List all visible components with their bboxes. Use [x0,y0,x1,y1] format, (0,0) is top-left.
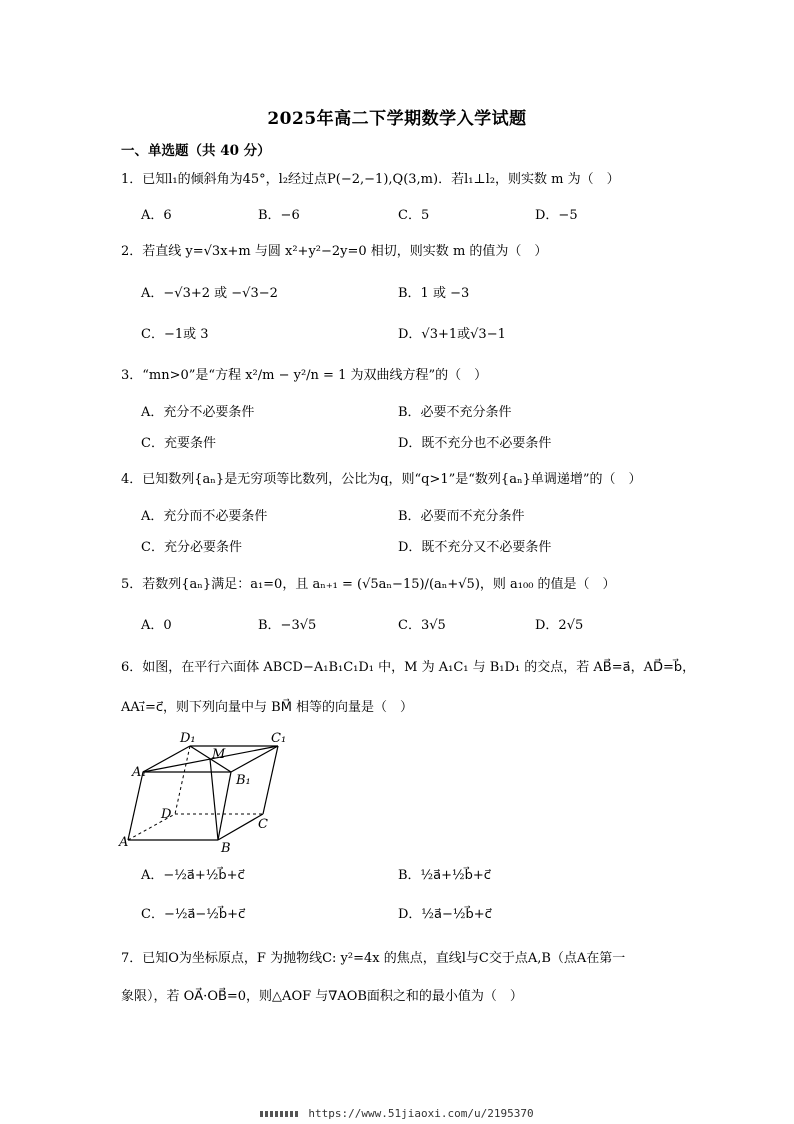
page-title: 2025年高二下学期数学入学试题 [267,109,527,129]
label-a1: A₁ [132,765,147,780]
question-2-stem: 2．若直线 y=√3x+m 与圆 x²+y²−2y=0 相切，则实数 m 的值为（ ） [121,244,548,259]
q5-option-b: B．−3√5 [258,618,317,633]
question-1-stem: 1．已知l₁的倾斜角为45°，l₂经过点P(−2,−1),Q(3,m)．若l₁⊥l₂，则实数 m 为（ ） [121,172,620,187]
label-c1: C₁ [271,731,287,746]
question-7-stem-cont: 象限），若 OA⃗·OB⃗=0，则△AOF 与∇AOB面积之和的最小值为（ ） [121,989,523,1004]
q3-option-b: B．必要不充分条件 [398,405,512,420]
q5-option-c: C．3√5 [398,618,446,633]
question-7-stem: 7．已知O为坐标原点，F 为抛物线C: y²=4x 的焦点，直线l与C交于点A,B（点A在第一 [121,951,626,966]
q4-option-c: C．充分必要条件 [141,540,242,555]
q4-option-a: A．充分而不必要条件 [141,509,268,524]
q6-option-d: D．½a⃗−½b⃗+c⃗ [398,907,492,922]
q1-option-c: C．5 [398,208,430,223]
question-4-stem: 4．已知数列{aₙ}是无穷项等比数列，公比为q，则“q>1”是“数列{aₙ}单调递增”的（ ） [121,472,642,487]
q1-option-d: D．−5 [535,208,578,223]
label-c: C [258,817,268,832]
parallelepiped-figure [118,728,298,853]
label-m: M [212,747,226,762]
question-3-stem: 3．“mn>0”是“方程 x²/m − y²/n = 1 为双曲线方程”的（ ） [121,368,488,383]
footer [0,1107,794,1120]
q4-option-b: B．必要而不充分条件 [398,509,525,524]
q5-option-d: D．2√5 [535,618,584,633]
question-6-stem-cont: AA₁⃗=c⃗，则下列向量中与 BM⃗ 相等的向量是（ ） [121,700,414,715]
q3-option-a: A．充分不必要条件 [141,405,255,420]
q3-option-c: C．充要条件 [141,436,216,451]
site-logo-icon [260,1111,300,1117]
q1-option-a: A．6 [141,208,172,223]
q6-option-b: B．½a⃗+½b⃗+c⃗ [398,868,491,883]
q2-option-a: A．−√3+2 或 −√3−2 [141,286,278,301]
q2-option-c: C．−1或 3 [141,327,209,342]
q6-option-c: C．−½a⃗−½b⃗+c⃗ [141,907,246,922]
q6-option-a: A．−½a⃗+½b⃗+c⃗ [141,868,245,883]
label-b: B [221,841,231,853]
question-5-stem: 5．若数列{aₙ}满足：a₁=0，且 aₙ₊₁ = (√5aₙ−15)/(aₙ+√5)，则 a₁₀₀ 的值是（ ） [121,577,616,592]
label-a: A [119,835,129,850]
q4-option-d: D．既不充分又不必要条件 [398,540,552,555]
label-d1: D₁ [180,731,196,746]
q2-option-d: D．√3+1或√3−1 [398,327,506,342]
q3-option-d: D．既不充分也不必要条件 [398,436,552,451]
label-b1: B₁ [236,773,251,788]
footer-url[interactable]: https://www.51jiaoxi.com/u/2195370 [308,1107,534,1120]
q5-option-a: A．0 [141,618,172,633]
question-6-stem: 6．如图，在平行六面体 ABCD−A₁B₁C₁D₁ 中，M 为 A₁C₁ 与 B₁D₁ 的交点，若 AB⃗=a⃗，AD⃗=b⃗， [121,660,696,675]
section-heading: 一、单选题（共 40 分） [121,143,271,159]
label-d: D [161,807,172,822]
q2-option-b: B．1 或 −3 [398,286,470,301]
q1-option-b: B．−6 [258,208,300,223]
